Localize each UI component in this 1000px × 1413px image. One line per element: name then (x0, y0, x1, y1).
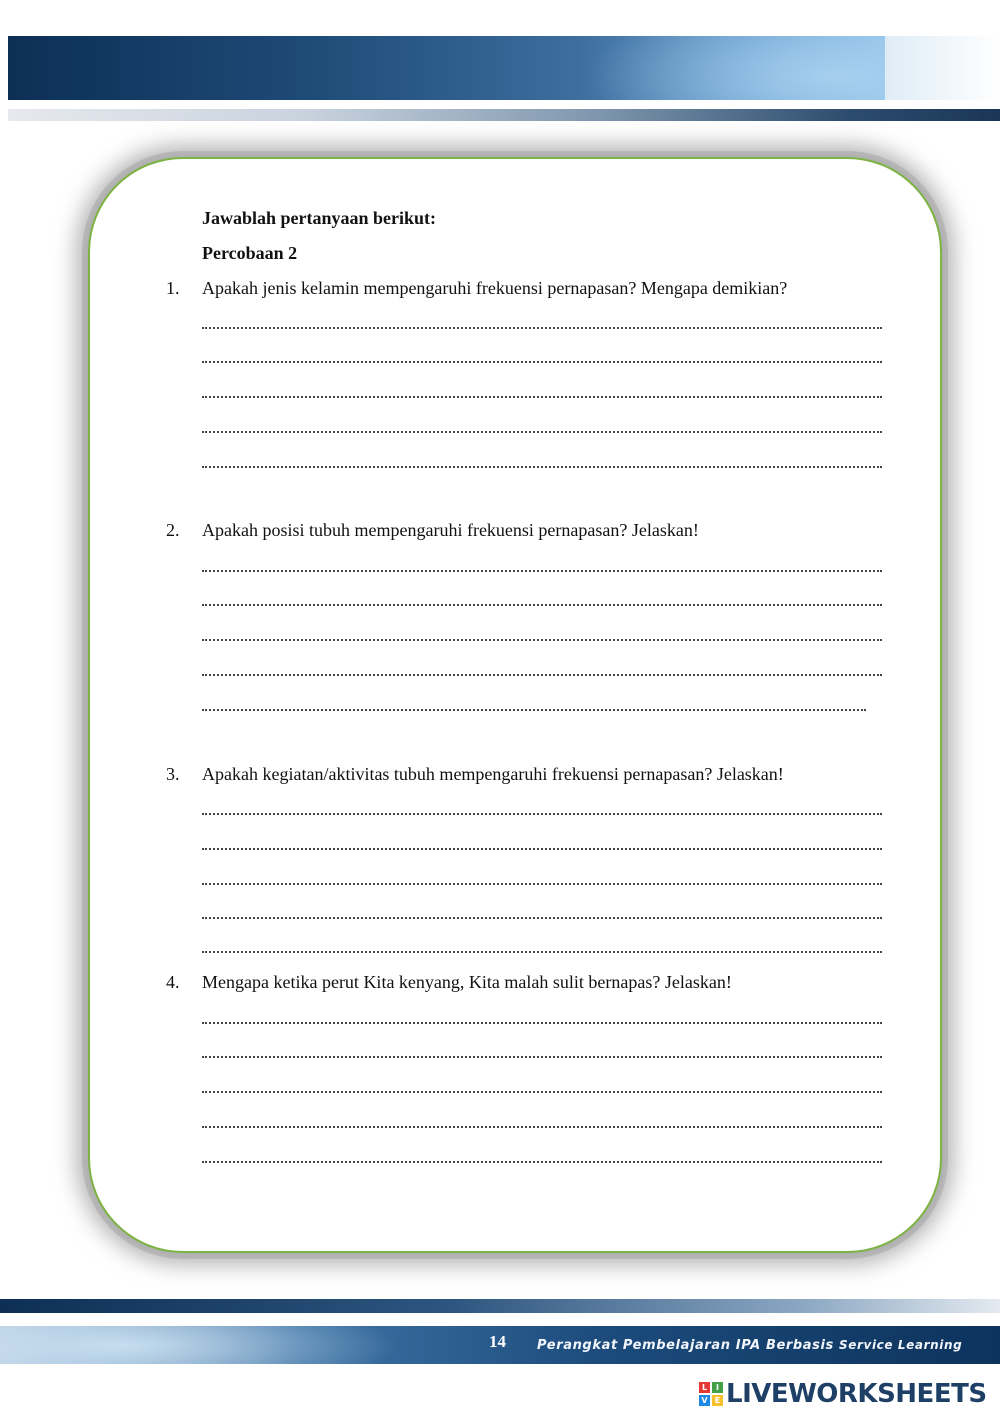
answer-line[interactable] (202, 639, 882, 641)
answer-line[interactable] (202, 327, 882, 329)
logo-letter-i: I (712, 1382, 723, 1393)
answer-line[interactable] (202, 570, 882, 572)
liveworksheets-brand: LIVEWORKSHEETS (726, 1379, 987, 1409)
question-number: 3. (166, 764, 180, 784)
answer-line[interactable] (202, 848, 882, 850)
question-number: 1. (166, 278, 180, 298)
question-text: Apakah posisi tubuh mempengaruhi frekuensi pernapasan? Jelaskan! (202, 520, 699, 540)
answer-line[interactable] (202, 466, 882, 468)
answer-line[interactable] (202, 431, 882, 433)
answer-line[interactable] (202, 917, 882, 919)
answer-line[interactable] (202, 1022, 882, 1024)
answer-line[interactable] (202, 1126, 882, 1128)
answer-line[interactable] (202, 1091, 882, 1093)
answer-line[interactable] (202, 604, 882, 606)
question-number: 4. (166, 972, 180, 992)
footer-book-title (537, 1338, 962, 1353)
question-text: Apakah kegiatan/aktivitas tubuh mempengaruhi frekuensi pernapasan? Jelaskan! (202, 764, 784, 784)
question-number: 2. (166, 520, 180, 540)
question-text: Apakah jenis kelamin mempengaruhi frekuensi pernapasan? Mengapa demikian? (202, 278, 788, 298)
logo-letter-v: V (699, 1395, 710, 1406)
footer-title-sub: Service Learning (839, 1338, 963, 1352)
answer-line[interactable] (202, 951, 882, 953)
logo-letter-l: L (699, 1382, 710, 1393)
footer-title-main: Perangkat Pembelajaran IPA Berbasis (537, 1338, 834, 1353)
answer-line[interactable] (202, 1161, 882, 1163)
liveworksheets-logo[interactable] (699, 1379, 987, 1409)
instruction-heading: Jawablah pertanyaan berikut: (202, 208, 437, 228)
answer-line[interactable] (202, 361, 882, 363)
footer-stripe (0, 1299, 1000, 1313)
answer-line[interactable] (202, 813, 882, 815)
liveworksheets-logo-icon (699, 1382, 723, 1406)
answer-line[interactable] (202, 674, 882, 676)
footer-light (0, 1326, 400, 1364)
answer-line[interactable] (202, 1056, 882, 1058)
page-number: 14 (489, 1332, 506, 1351)
answer-line[interactable] (202, 396, 882, 398)
logo-letter-e: E (712, 1395, 723, 1406)
question-text: Mengapa ketika perut Kita kenyang, Kita malah sulit bernapas? Jelaskan! (202, 972, 732, 992)
answer-line[interactable] (202, 709, 866, 711)
section-heading: Percobaan 2 (202, 243, 298, 263)
answer-line[interactable] (202, 883, 882, 885)
